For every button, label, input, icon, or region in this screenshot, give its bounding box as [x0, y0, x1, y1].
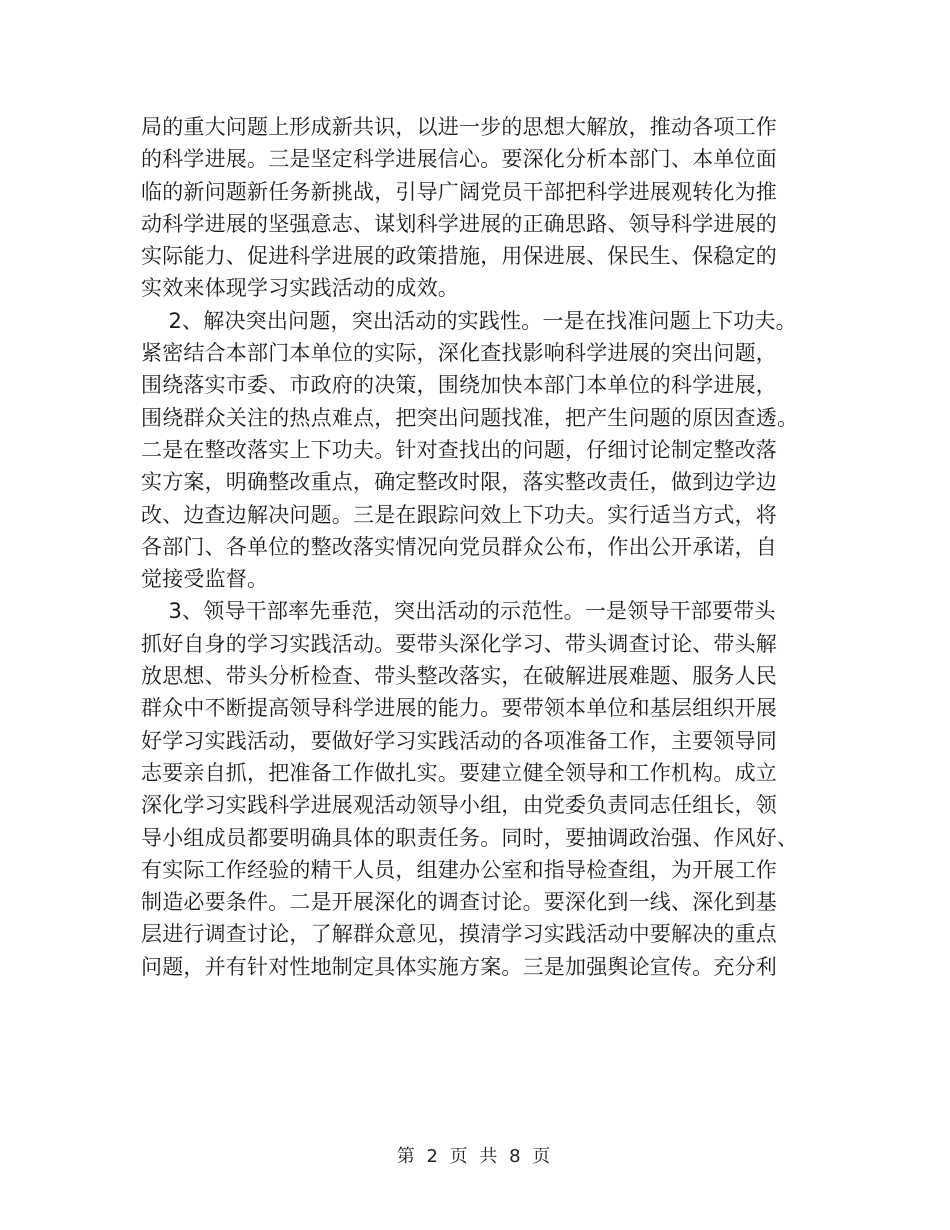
text-line: 觉接受监督。 — [141, 567, 269, 592]
text-line: 层进行调查讨论，了解群众意见，摸清学习实践活动中要解决的重点 — [141, 922, 777, 947]
text-line: 围绕群众关注的热点难点，把突出问题找准，把产生问题的原因查透。 — [141, 405, 799, 430]
text-line: 实方案，明确整改重点，确定整改时限，落实整改责任，做到边学边 — [141, 470, 777, 495]
text-line: 3、领导干部率先垂范，突出活动的示范性。一是领导干部要带头 — [141, 599, 776, 624]
text-line: 二是在整改落实上下功夫。针对查找出的问题，仔细讨论制定整改落 — [141, 437, 777, 462]
text-line: 实际能力、促进科学进展的政策措施，用保进展、保民生、保稳定的 — [141, 244, 777, 269]
text-line: 紧密结合本部门本单位的实际，深化查找影响科学进展的突出问题， — [141, 341, 777, 366]
text-line: 2、解决突出问题，突出活动的实践性。一是在找准问题上下功夫。 — [141, 308, 797, 333]
text-line: 动科学进展的坚强意志、谋划科学进展的正确思路、领导科学进展的 — [141, 211, 777, 236]
text-line: 问题，并有针对性地制定具体实施方案。三是加强舆论宣传。充分利 — [141, 954, 777, 979]
text-line: 抓好自身的学习实践活动。要带头深化学习、带头调查讨论、带头解 — [141, 631, 777, 656]
text-line: 实效来体现学习实践活动的成效。 — [141, 276, 459, 301]
text-line: 围绕落实市委、市政府的决策，围绕加快本部门本单位的科学进展， — [141, 373, 777, 398]
text-line: 制造必要条件。二是开展深化的调查讨论。要深化到一线、深化到基 — [141, 890, 777, 915]
text-line: 深化学习实践科学进展观活动领导小组，由党委负责同志任组长，领 — [141, 793, 777, 818]
text-line: 改、边查边解决问题。三是在跟踪问效上下功夫。实行适当方式，将 — [141, 502, 777, 527]
text-line: 志要亲自抓，把准备工作做扎实。要建立健全领导和工作机构。成立 — [141, 760, 777, 785]
page-number-footer: 第 2 页 共 8 页 — [396, 1146, 554, 1167]
text-line: 有实际工作经验的精干人员，组建办公室和指导检查组，为开展工作 — [141, 857, 777, 882]
text-line: 局的重大问题上形成新共识，以进一步的思想大解放，推动各项工作 — [141, 115, 777, 139]
text-line: 好学习实践活动，要做好学习实践活动的各项准备工作，主要领导同 — [141, 728, 777, 753]
body-text — [141, 111, 831, 983]
text-line: 放思想、带头分析检查、带头整改落实，在破解进展难题、服务人民 — [141, 664, 777, 689]
text-line: 群众中不断提高领导科学进展的能力。要带领本单位和基层组织开展 — [141, 696, 777, 721]
text-line: 各部门、各单位的整改落实情况向党员群众公布，作出公开承诺，自 — [141, 534, 777, 559]
text-line: 的科学进展。三是坚定科学进展信心。要深化分析本部门、本单位面 — [141, 147, 777, 172]
text-line: 临的新问题新任务新挑战，引导广阔党员干部把科学进展观转化为推 — [141, 179, 777, 204]
text-line: 导小组成员都要明确具体的职责任务。同时，要抽调政治强、作风好、 — [141, 825, 799, 850]
